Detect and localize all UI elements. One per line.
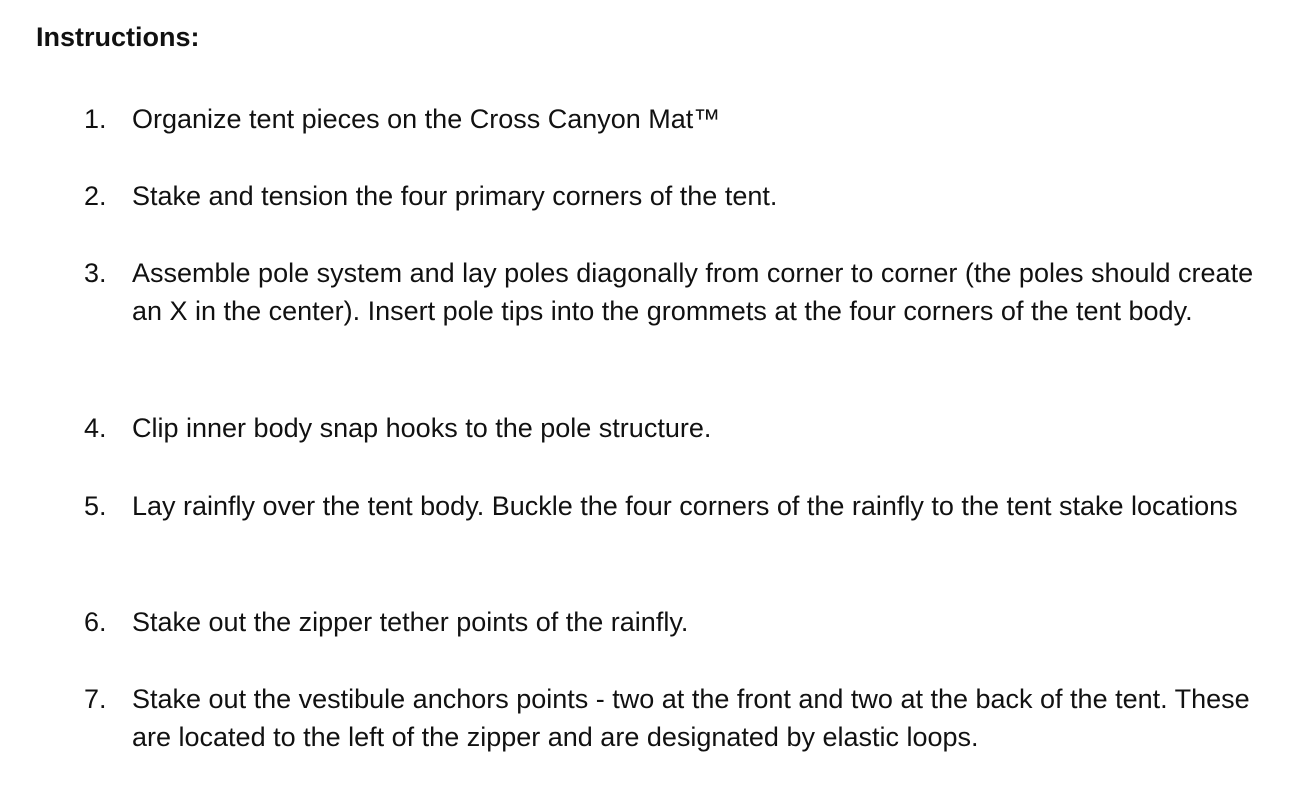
- step-text: Lay rainfly over the tent body. Buckle the four corners of the rainfly to the tent stake locations: [132, 491, 1238, 521]
- step-text: Organize tent pieces on the Cross Canyon Mat™: [132, 104, 721, 134]
- step-number: 1.: [84, 104, 107, 134]
- step-number: 3.: [84, 258, 107, 288]
- step-number: 5.: [84, 491, 107, 521]
- step-number: 4.: [84, 413, 107, 443]
- step-text: Stake out the vestibule anchors points - two at the front and two at the back of the tent. These are located to the left of the zipper and are designated by elastic loops.: [132, 684, 1250, 752]
- step-number: 6.: [84, 607, 107, 637]
- step-number: 7.: [84, 684, 107, 714]
- step-text: Stake and tension the four primary corners of the tent.: [132, 181, 778, 211]
- step-text: Clip inner body snap hooks to the pole structure.: [132, 413, 712, 443]
- instructions-heading: Instructions:: [36, 22, 200, 52]
- step-number: 2.: [84, 181, 107, 211]
- step-text: Assemble pole system and lay poles diagonally from corner to corner (the poles should create an X in the center). Insert pole tips into the grommets at the four corners of the tent body.: [132, 258, 1254, 326]
- step-text: Stake out the zipper tether points of the rainfly.: [132, 607, 689, 637]
